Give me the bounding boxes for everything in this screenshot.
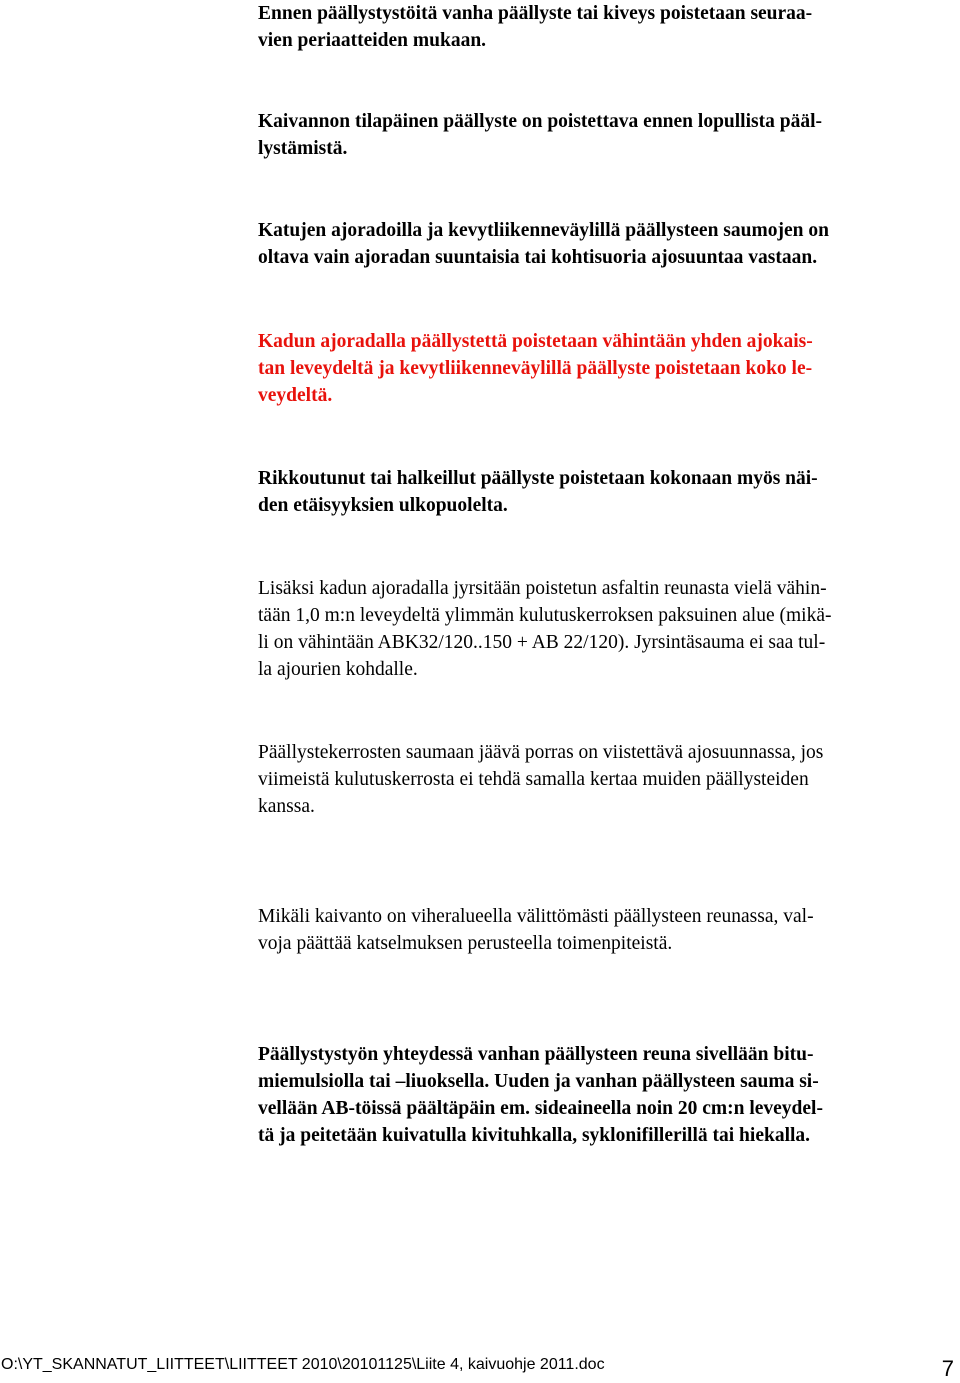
- text-line: veydeltä.: [258, 385, 333, 406]
- text-line: Ennen päällystystöitä vanha päällyste tai kiveys poistetaan seuraa-: [258, 3, 813, 24]
- text-line: viimeistä kulutuskerrosta ei tehdä samalla kertaa muiden päällysteiden: [258, 769, 809, 790]
- text-line: Päällystystyön yhteydessä vanhan päällysteen reuna sivellään bitu-: [258, 1044, 814, 1065]
- paragraph-milling: [258, 575, 958, 683]
- text-line: den etäisyyksien ulkopuolelta.: [258, 495, 508, 516]
- text-line: vien periaatteiden mukaan.: [258, 30, 487, 51]
- page-footer: [0, 1355, 960, 1379]
- paragraph-seam-direction: [258, 217, 958, 271]
- text-line: tan leveydeltä ja kevytliikenneväylillä päällyste poistetaan koko le-: [258, 358, 813, 379]
- text-line: lystämistä.: [258, 138, 348, 159]
- text-line: tä ja peitetään kuivatulla kivituhkalla, syklonifillerillä tai hiekalla.: [258, 1125, 811, 1146]
- paragraph-green-area: [258, 903, 958, 957]
- text-line: miemulsiolla tai –liuoksella. Uuden ja vanhan päällysteen sauma si-: [258, 1071, 819, 1092]
- paragraph-edge-treatment: [258, 1041, 958, 1149]
- page-number: 7: [941, 1356, 954, 1381]
- text-line: Katujen ajoradoilla ja kevytliikenneväylillä päällysteen saumojen on: [258, 220, 829, 241]
- text-line: oltava vain ajoradan suuntaisia tai kohtisuoria ajosuuntaa vastaan.: [258, 247, 818, 268]
- paragraph-removal-principles: [258, 0, 958, 54]
- text-line: tään 1,0 m:n leveydeltä ylimmän kulutuskerroksen paksuinen alue (mikä-: [258, 605, 832, 626]
- text-line: Päällystekerrosten saumaan jäävä porras on viistettävä ajosuunnassa, jos: [258, 742, 824, 763]
- text-line: Mikäli kaivanto on viheralueella välittömästi päällysteen reunassa, val-: [258, 906, 814, 927]
- text-line: vellään AB-töissä päältäpäin em. sideaineella noin 20 cm:n leveydel-: [258, 1098, 823, 1119]
- text-line: li on vähintään ABK32/120..150 + AB 22/120). Jyrsintäsauma ei saa tul-: [258, 632, 826, 653]
- text-line: Kaivannon tilapäinen päällyste on poistettava ennen lopullista pääl-: [258, 111, 822, 132]
- text-line: kanssa.: [258, 796, 315, 817]
- paragraph-cracked-surface: [258, 465, 958, 519]
- text-line: Rikkoutunut tai halkeillut päällyste poistetaan kokonaan myös näi-: [258, 468, 818, 489]
- text-line: Lisäksi kadun ajoradalla jyrsitään poistetun asfaltin reunasta vielä vähin-: [258, 578, 827, 599]
- paragraph-lane-width-highlight: [258, 328, 958, 409]
- text-line: la ajourien kohdalle.: [258, 659, 418, 680]
- text-line: Kadun ajoradalla päällystettä poistetaan vähintään yhden ajokais-: [258, 331, 813, 352]
- paragraph-temporary-surface: [258, 108, 958, 162]
- file-path: O:\YT_SKANNATUT_LIITTEET\LIITTEET 2010\20101125\Liite 4, kaivuohje 2011.doc: [1, 1356, 605, 1373]
- text-line: voja päättää katselmuksen perusteella toimenpiteistä.: [258, 933, 673, 954]
- paragraph-layer-step: [258, 739, 958, 820]
